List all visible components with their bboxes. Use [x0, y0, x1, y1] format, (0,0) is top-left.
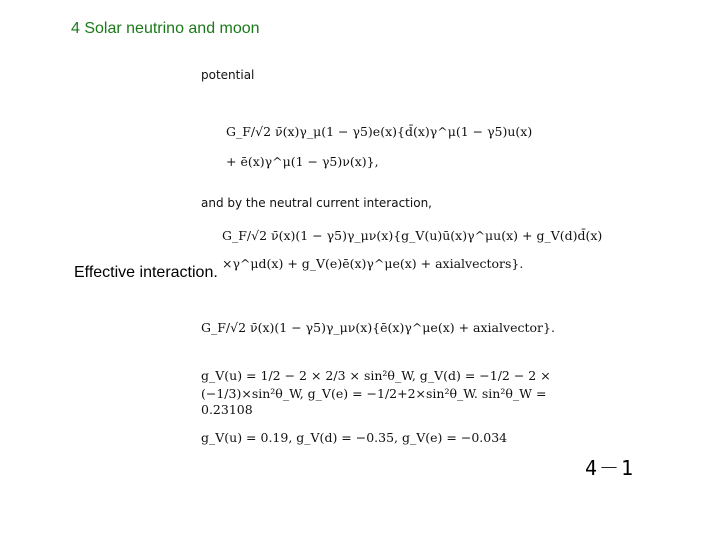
potential-label: potential — [201, 68, 255, 82]
slide-title: 4 Solar neutrino and moon — [71, 20, 260, 37]
neutral-current-label: and by the neutral current interaction, — [201, 196, 432, 210]
equation-image — [198, 68, 603, 448]
coupling-line-1: g_V(u) = 1/2 − 2 × 2/3 × sin²θ_W, g_V(d) = −1/2 − 2 × — [201, 368, 551, 383]
coupling-line-2: (−1/3)×sin²θ_W, g_V(e) = −1/2+2×sin²θ_W. sin²θ_W = — [201, 386, 547, 401]
coupling-line-3: 0.23108 — [201, 402, 253, 417]
charged-current-line-1: G_F/√2 ν̄(x)γ_μ(1 − γ5)e(x){d̄(x)γ^μ(1 − γ5)u(x) — [226, 124, 533, 139]
charged-current-line-2: + ē(x)γ^μ(1 − γ5)ν(x)}, — [226, 154, 379, 169]
effective-interaction-equation: G_F/√2 ν̄(x)(1 − γ5)γ_μν(x){ē(x)γ^μe(x) + axialvector}. — [201, 320, 555, 335]
coupling-values-line: g_V(u) = 0.19, g_V(d) = −0.35, g_V(e) = −0.034 — [201, 430, 508, 445]
effective-interaction-label: Effective interaction. — [74, 264, 218, 281]
neutral-current-line-1: G_F/√2 ν̄(x)(1 − γ5)γ_μν(x){g_V(u)ū(x)γ^μu(x) + g_V(d)d̄(x) — [222, 228, 603, 243]
page-number: 4－1 — [585, 456, 636, 480]
neutral-current-line-2: ×γ^μd(x) + g_V(e)ē(x)γ^μe(x) + axialvectors}. — [222, 256, 524, 271]
